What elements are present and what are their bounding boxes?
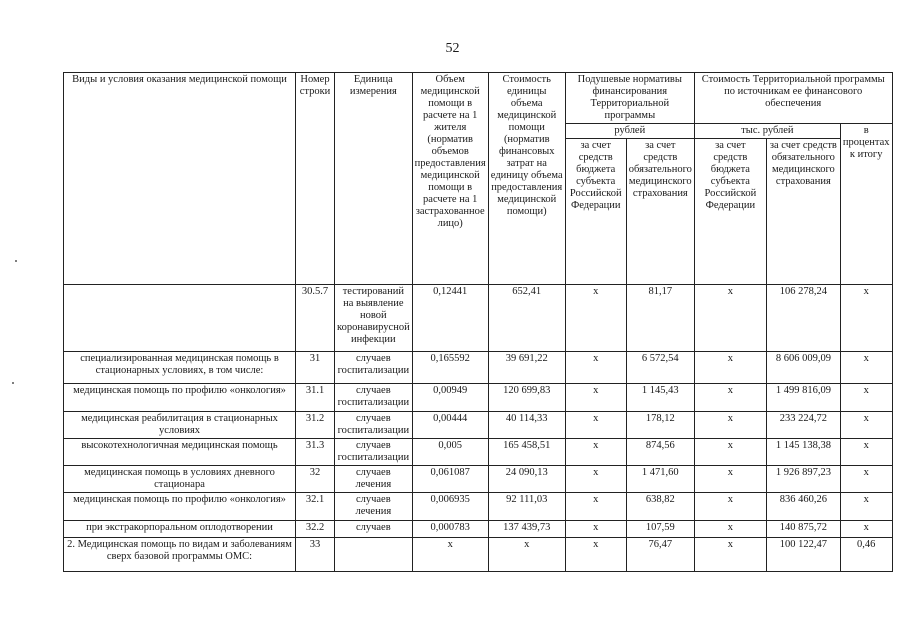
cell-c-oms: 1 145 138,38 bbox=[766, 439, 840, 466]
header-unit: Единица измерения bbox=[335, 73, 413, 285]
header-pc-budget: за счет средств бюджета субъекта Российской Федерации bbox=[565, 139, 626, 285]
cell-pct: х bbox=[840, 384, 892, 412]
header-per-capita: Подушевые нормативы финансирования Территориальной программы bbox=[565, 73, 694, 124]
table-row bbox=[64, 538, 893, 572]
cell-cost: 92 111,03 bbox=[488, 493, 565, 521]
cell-unit: случаев госпитализации bbox=[335, 439, 413, 466]
cell-unit: случаев госпитализации bbox=[335, 412, 413, 439]
cell-c-budget: х bbox=[694, 384, 766, 412]
cell-unit bbox=[335, 538, 413, 572]
table-row bbox=[64, 521, 893, 538]
table-row bbox=[64, 412, 893, 439]
header-unit-cost: Стоимость единицы объема медицинской помощи (норматив финансовых затрат на единицу объема предоставления медицинской помощи) bbox=[488, 73, 565, 285]
cell-pc-budget: х bbox=[565, 439, 626, 466]
cell-c-oms: 100 122,47 bbox=[766, 538, 840, 572]
cell-num: 31.3 bbox=[296, 439, 335, 466]
cell-c-budget: х bbox=[694, 466, 766, 493]
cell-num: 31.1 bbox=[296, 384, 335, 412]
header-pc-oms: за счет средств обязательного медицинского страхования bbox=[626, 139, 694, 285]
cell-name: при экстракорпоральном оплодотворении bbox=[64, 521, 296, 538]
financing-table bbox=[63, 72, 893, 572]
cell-pct: х bbox=[840, 521, 892, 538]
cell-c-oms: 1 926 897,23 bbox=[766, 466, 840, 493]
cell-num: 32.1 bbox=[296, 493, 335, 521]
cell-unit: случаев госпитализации bbox=[335, 384, 413, 412]
cell-pc-oms: 107,59 bbox=[626, 521, 694, 538]
cell-pc-oms: 874,56 bbox=[626, 439, 694, 466]
cell-volume: х bbox=[412, 538, 488, 572]
cell-pc-oms: 76,47 bbox=[626, 538, 694, 572]
header-thousand-rubles: тыс. рублей bbox=[694, 124, 840, 139]
cell-num: 33 bbox=[296, 538, 335, 572]
table-row bbox=[64, 384, 893, 412]
header-row-number: Номер строки bbox=[296, 73, 335, 285]
cell-volume: 0,061087 bbox=[412, 466, 488, 493]
cell-pc-budget: х bbox=[565, 412, 626, 439]
cell-num: 32 bbox=[296, 466, 335, 493]
cell-name: медицинская помощь в условиях дневного стационара bbox=[64, 466, 296, 493]
cell-volume: 0,00444 bbox=[412, 412, 488, 439]
cell-cost: 165 458,51 bbox=[488, 439, 565, 466]
cell-c-oms: 836 460,26 bbox=[766, 493, 840, 521]
cell-c-budget: х bbox=[694, 412, 766, 439]
cell-pc-oms: 1 145,43 bbox=[626, 384, 694, 412]
header-percent: в процентах к итогу bbox=[840, 124, 892, 285]
cell-pc-budget: х bbox=[565, 538, 626, 572]
cell-c-oms: 106 278,24 bbox=[766, 285, 840, 352]
cell-volume: 0,00949 bbox=[412, 384, 488, 412]
cell-c-oms: 1 499 816,09 bbox=[766, 384, 840, 412]
cell-unit: случаев лечения bbox=[335, 466, 413, 493]
table-body bbox=[64, 285, 893, 572]
cell-pct: х bbox=[840, 285, 892, 352]
cell-name: высокотехнологичная медицинская помощь bbox=[64, 439, 296, 466]
header-cost-oms: за счет средств обязательного медицинского страхования bbox=[766, 139, 840, 285]
cell-cost: 39 691,22 bbox=[488, 352, 565, 384]
cell-name: медицинская помощь по профилю «онкология» bbox=[64, 384, 296, 412]
cell-c-budget: х bbox=[694, 493, 766, 521]
cell-name bbox=[64, 285, 296, 352]
cell-pc-oms: 6 572,54 bbox=[626, 352, 694, 384]
cell-num: 30.5.7 bbox=[296, 285, 335, 352]
cell-pct: 0,46 bbox=[840, 538, 892, 572]
cell-volume: 0,165592 bbox=[412, 352, 488, 384]
cell-volume: 0,12441 bbox=[412, 285, 488, 352]
cell-pc-oms: 81,17 bbox=[626, 285, 694, 352]
table-row bbox=[64, 466, 893, 493]
cell-pct: х bbox=[840, 466, 892, 493]
cell-unit: тестирований на выявление новой коронавирусной инфекции bbox=[335, 285, 413, 352]
cell-c-oms: 8 606 009,09 bbox=[766, 352, 840, 384]
cell-volume: 0,005 bbox=[412, 439, 488, 466]
cell-pc-oms: 178,12 bbox=[626, 412, 694, 439]
header-rubles: рублей bbox=[565, 124, 694, 139]
cell-volume: 0,000783 bbox=[412, 521, 488, 538]
page-number: 52 bbox=[445, 41, 460, 56]
cell-num: 31.2 bbox=[296, 412, 335, 439]
table-row bbox=[64, 439, 893, 466]
cell-pc-budget: х bbox=[565, 466, 626, 493]
header-name: Виды и условия оказания медицинской помощи bbox=[64, 73, 296, 285]
cell-num: 32.2 bbox=[296, 521, 335, 538]
table-row bbox=[64, 352, 893, 384]
cell-pct: х bbox=[840, 352, 892, 384]
cell-cost: 24 090,13 bbox=[488, 466, 565, 493]
cell-name: специализированная медицинская помощь в стационарных условиях, в том числе: bbox=[64, 352, 296, 384]
cell-cost: х bbox=[488, 538, 565, 572]
scan-speck bbox=[12, 382, 14, 384]
table-header bbox=[64, 73, 893, 285]
cell-pc-budget: х bbox=[565, 352, 626, 384]
cell-name: медицинская помощь по профилю «онкология» bbox=[64, 493, 296, 521]
cell-volume: 0,006935 bbox=[412, 493, 488, 521]
cell-unit: случаев госпитализации bbox=[335, 352, 413, 384]
cell-cost: 120 699,83 bbox=[488, 384, 565, 412]
cell-cost: 137 439,73 bbox=[488, 521, 565, 538]
cell-c-oms: 140 875,72 bbox=[766, 521, 840, 538]
cell-c-oms: 233 224,72 bbox=[766, 412, 840, 439]
cell-c-budget: х bbox=[694, 521, 766, 538]
scan-speck bbox=[15, 260, 17, 262]
cell-c-budget: х bbox=[694, 439, 766, 466]
cell-pc-budget: х bbox=[565, 384, 626, 412]
cell-c-budget: х bbox=[694, 352, 766, 384]
cell-pc-oms: 638,82 bbox=[626, 493, 694, 521]
cell-pct: х bbox=[840, 493, 892, 521]
cell-unit: случаев bbox=[335, 521, 413, 538]
cell-c-budget: х bbox=[694, 285, 766, 352]
table-row bbox=[64, 493, 893, 521]
cell-cost: 652,41 bbox=[488, 285, 565, 352]
header-volume: Объем медицинской помощи в расчете на 1 жителя (норматив объемов предоставления медицинской помощи в расчете на 1 застрахованное лицо) bbox=[412, 73, 488, 285]
cell-unit: случаев лечения bbox=[335, 493, 413, 521]
cell-pc-budget: х bbox=[565, 521, 626, 538]
cell-name: медицинская реабилитация в стационарных условиях bbox=[64, 412, 296, 439]
header-cost-budget: за счет средств бюджета субъекта Российской Федерации bbox=[694, 139, 766, 285]
cell-num: 31 bbox=[296, 352, 335, 384]
cell-cost: 40 114,33 bbox=[488, 412, 565, 439]
header-program-cost: Стоимость Территориальной программы по источникам ее финансового обеспечения bbox=[694, 73, 892, 124]
table-row bbox=[64, 285, 893, 352]
cell-pc-budget: х bbox=[565, 285, 626, 352]
cell-pct: х bbox=[840, 439, 892, 466]
cell-pc-budget: х bbox=[565, 493, 626, 521]
cell-c-budget: х bbox=[694, 538, 766, 572]
cell-name: 2. Медицинская помощь по видам и заболеваниям сверх базовой программы ОМС: bbox=[64, 538, 296, 572]
cell-pct: х bbox=[840, 412, 892, 439]
cell-pc-oms: 1 471,60 bbox=[626, 466, 694, 493]
